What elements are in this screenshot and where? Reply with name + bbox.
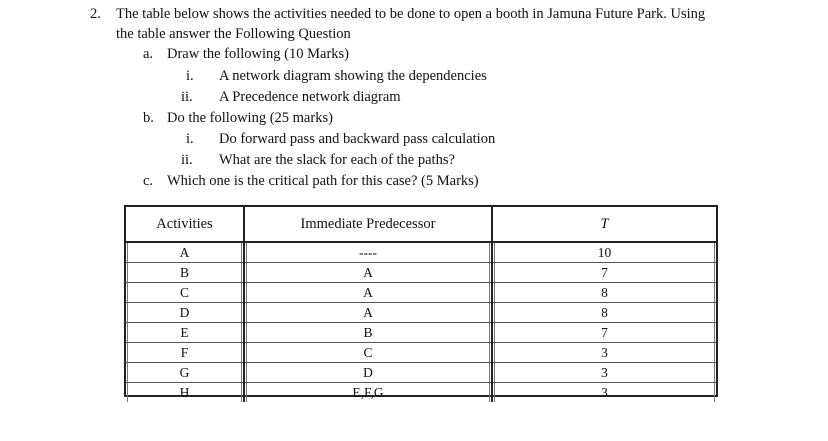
table-row [126, 383, 716, 403]
cell-activity [126, 242, 244, 263]
part-b-ii-text: What are the slack for each of the paths? [219, 152, 455, 168]
activity-value: B [127, 263, 242, 282]
part-a-label: a. [143, 46, 154, 62]
predecessor-value: C [246, 343, 490, 362]
part-c-label: c. [143, 173, 154, 189]
cell-activity [126, 263, 244, 283]
time-value: 7 [494, 263, 715, 282]
predecessor-value: ---- [246, 243, 490, 262]
question-intro-line-2: the table answer the Following Question [116, 26, 351, 42]
predecessor-value: E,F,G [246, 383, 490, 402]
table-row [126, 242, 716, 263]
table-row [126, 303, 716, 323]
activity-value: C [127, 283, 242, 302]
activities-table [124, 205, 718, 400]
time-value: 8 [494, 303, 715, 322]
question-intro-line-1: The table below shows the activities needed to be done to open a booth in Jamuna Future Park. Using [116, 6, 706, 22]
cell-predecessor [244, 242, 492, 263]
cell-activity [126, 363, 244, 383]
table-row [126, 323, 716, 343]
table-row [126, 363, 716, 383]
activity-value: A [127, 243, 242, 262]
activity-value: D [127, 303, 242, 322]
part-a-i-label: i. [186, 68, 194, 84]
part-b-i-label: i. [186, 131, 194, 147]
cell-time [492, 343, 716, 363]
activity-value: E [127, 323, 242, 342]
part-b-i-text: Do forward pass and backward pass calculation [219, 131, 496, 147]
cell-time [492, 363, 716, 383]
predecessor-value: A [246, 263, 490, 282]
table-row [126, 263, 716, 283]
cell-predecessor [244, 303, 492, 323]
part-a-text: Draw the following (10 Marks) [167, 46, 350, 62]
part-a-i-text: A network diagram showing the dependencies [219, 68, 487, 84]
part-b-ii-label: ii. [181, 152, 193, 168]
part-b-text: Do the following (25 marks) [167, 110, 333, 126]
cell-activity [126, 383, 244, 403]
part-c-text: Which one is the critical path for this case? (5 Marks) [167, 173, 479, 189]
cell-time [492, 263, 716, 283]
predecessor-value: A [246, 283, 490, 302]
header-activities: Activities [126, 207, 244, 242]
cell-time [492, 242, 716, 263]
activity-value: G [127, 363, 242, 382]
time-value: 10 [494, 243, 715, 262]
predecessor-value: B [246, 323, 490, 342]
cell-activity [126, 303, 244, 323]
cell-predecessor [244, 323, 492, 343]
cell-time [492, 323, 716, 343]
question-number: 2. [90, 6, 101, 22]
cell-predecessor [244, 283, 492, 303]
header-immediate-predecessor: Immediate Predecessor [244, 207, 492, 242]
predecessor-value: A [246, 303, 490, 322]
cell-predecessor [244, 363, 492, 383]
cell-time [492, 383, 716, 403]
activity-value: F [127, 343, 242, 362]
cell-predecessor [244, 343, 492, 363]
part-a-ii-label: ii. [181, 89, 193, 105]
header-time: T [492, 207, 716, 242]
cell-predecessor [244, 263, 492, 283]
cell-time [492, 303, 716, 323]
predecessor-value: D [246, 363, 490, 382]
part-b-label: b. [143, 110, 154, 126]
time-value: 3 [494, 343, 715, 362]
activity-value: H [127, 383, 242, 402]
cell-activity [126, 323, 244, 343]
cell-predecessor [244, 383, 492, 403]
table-row [126, 283, 716, 303]
table-header-row [126, 207, 716, 242]
time-value: 8 [494, 283, 715, 302]
cell-activity [126, 343, 244, 363]
table-row [126, 343, 716, 363]
part-a-ii-text: A Precedence network diagram [219, 89, 401, 105]
time-value: 3 [494, 383, 715, 402]
time-value: 7 [494, 323, 715, 342]
cell-time [492, 283, 716, 303]
time-value: 3 [494, 363, 715, 382]
cell-activity [126, 283, 244, 303]
